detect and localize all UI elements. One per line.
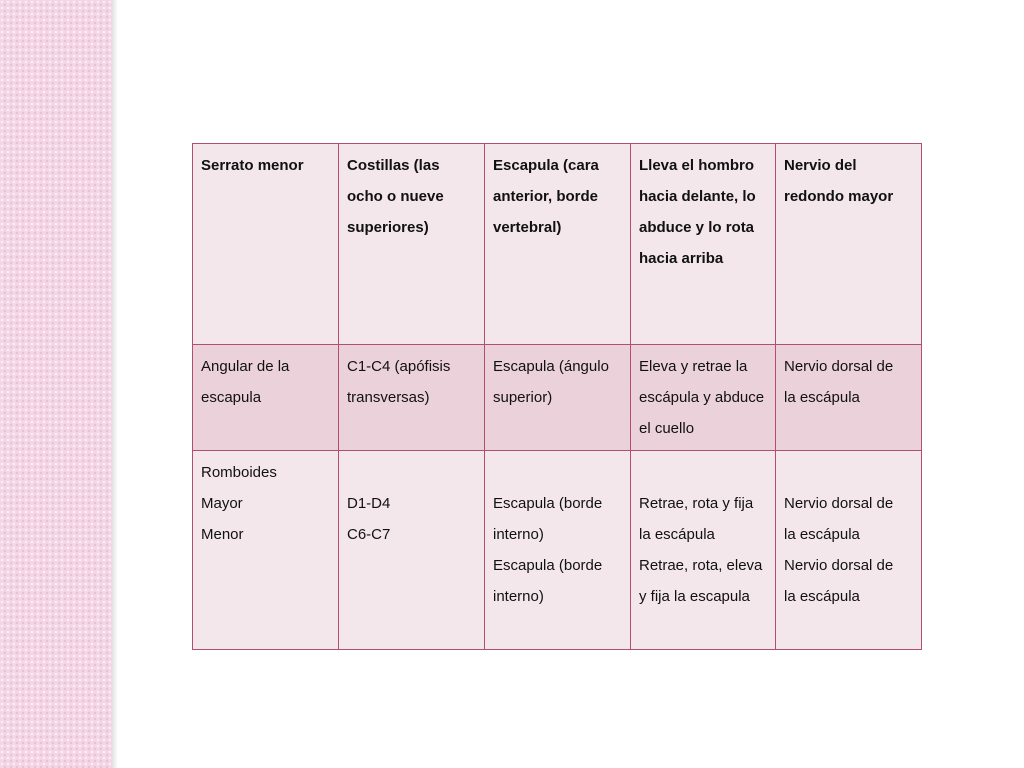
cell-spacer xyxy=(639,457,768,488)
muscle-table xyxy=(192,143,922,650)
cell-line: anterior, borde xyxy=(493,188,599,205)
decorative-side-strip xyxy=(0,0,112,768)
action-cell xyxy=(631,345,776,451)
cell-line: Nervio dorsal de xyxy=(784,358,894,375)
cell-line: hacia delante, lo xyxy=(639,188,756,205)
cell-line: Menor xyxy=(201,526,244,543)
cell-line: C1-C4 (apófisis xyxy=(347,358,451,375)
cell-line: superior) xyxy=(493,389,553,406)
cell-line: Escapula (borde xyxy=(493,495,603,512)
cell-line: transversas) xyxy=(347,389,430,406)
nerve-cell xyxy=(776,451,922,650)
cell-line: ocho o nueve xyxy=(347,188,444,205)
origin-cell xyxy=(339,345,485,451)
cell-line: Retrae, rota, eleva xyxy=(639,557,763,574)
cell-spacer xyxy=(347,457,477,488)
cell-line: Costillas (las xyxy=(347,157,440,174)
cell-line: Nervio dorsal de xyxy=(784,495,894,512)
cell-spacer xyxy=(493,457,623,488)
cell-line: Escapula (ángulo xyxy=(493,358,609,375)
cell-line: D1-D4 xyxy=(347,495,391,512)
cell-line: redondo mayor xyxy=(784,188,894,205)
cell-line: hacia arriba xyxy=(639,250,724,267)
cell-line: Eleva y retrae la xyxy=(639,358,748,375)
cell-line: Retrae, rota y fija xyxy=(639,495,754,512)
action-cell xyxy=(631,451,776,650)
insertion-cell xyxy=(485,144,631,345)
cell-spacer xyxy=(784,457,914,488)
cell-line: la escápula xyxy=(784,588,860,605)
side-strip-shadow xyxy=(112,0,118,768)
cell-line: Serrato menor xyxy=(201,157,304,174)
cell-line: superiores) xyxy=(347,219,429,236)
table-row xyxy=(193,144,922,345)
origin-cell xyxy=(339,144,485,345)
origin-cell xyxy=(339,451,485,650)
cell-line: Romboides xyxy=(201,464,277,481)
cell-line: interno) xyxy=(493,526,544,543)
muscle-cell xyxy=(193,451,339,650)
insertion-cell xyxy=(485,345,631,451)
cell-line: la escápula xyxy=(784,389,860,406)
cell-line: la escápula xyxy=(639,526,715,543)
cell-line: escapula xyxy=(201,389,262,406)
cell-line: abduce y lo rota xyxy=(639,219,755,236)
insertion-cell xyxy=(485,451,631,650)
cell-line: vertebral) xyxy=(493,219,562,236)
cell-line: interno) xyxy=(493,588,544,605)
cell-line: Escapula (cara xyxy=(493,157,599,174)
muscle-cell xyxy=(193,144,339,345)
cell-line: escápula y abduce xyxy=(639,389,765,406)
table-row xyxy=(193,451,922,650)
table-row xyxy=(193,345,922,451)
cell-line: Escapula (borde xyxy=(493,557,603,574)
cell-line: Mayor xyxy=(201,495,243,512)
cell-line: Nervio dorsal de xyxy=(784,557,894,574)
cell-line: la escápula xyxy=(784,526,860,543)
nerve-cell xyxy=(776,144,922,345)
cell-line: Angular de la xyxy=(201,358,290,375)
nerve-cell xyxy=(776,345,922,451)
cell-line: Lleva el hombro xyxy=(639,157,755,174)
cell-line: y fija la escapula xyxy=(639,588,750,605)
cell-line: C6-C7 xyxy=(347,526,391,543)
cell-line: Nervio del xyxy=(784,157,857,174)
cell-line: el cuello xyxy=(639,420,695,437)
muscle-cell xyxy=(193,345,339,451)
action-cell xyxy=(631,144,776,345)
